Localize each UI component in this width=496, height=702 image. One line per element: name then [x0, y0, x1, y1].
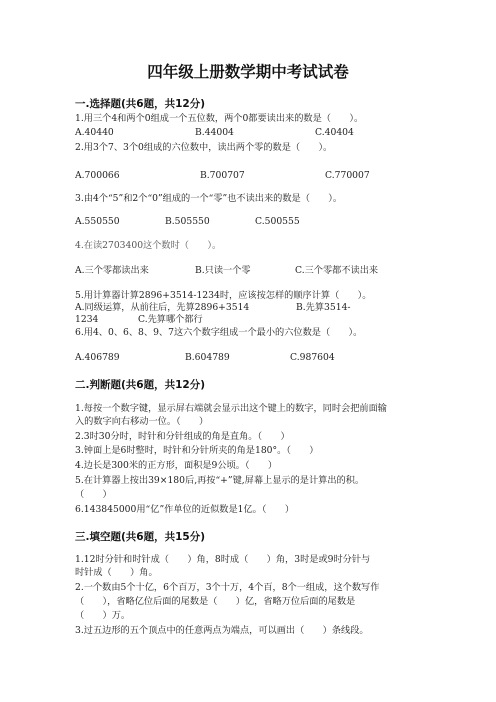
question-6-option-a: A.406789 — [75, 352, 120, 363]
question-3-option-a: A.550550 — [75, 216, 120, 227]
question-5-option-c: C.先算哪个都行 — [138, 314, 203, 325]
question-2-option-c: C.770007 — [325, 170, 370, 181]
question-5-option-b: B.先算3514- — [296, 302, 351, 313]
fill-2-line-2: （ ），省略亿位后面的尾数是（ ）亿，省略万位后面的尾数是 — [75, 596, 356, 607]
question-5-option-b-cont: 1234 — [75, 314, 99, 325]
question-1-stem: 1.用三个4和两个0组成一个五位数，两个0都要读出来的数是（ ）。 — [75, 113, 364, 124]
judge-4: 4.边长是300米的正方形，面积是9公顷。（ ） — [75, 460, 278, 471]
fill-3: 3.过五边形的五个顶点中的任意两点为端点，可以画出（ ）条线段。 — [75, 625, 369, 636]
fill-1-line-2: 时针成（ ）角。 — [75, 567, 158, 578]
question-3-option-b: B.505550 — [165, 216, 210, 227]
question-4-option-a: A.三个零都读出来 — [75, 265, 149, 276]
fill-1-line-1: 1.12时分针和时针成（ ）角，8时成（ ）角，3时是或9时分针与 — [75, 554, 371, 565]
question-6-stem: 6.用4、0、6、8、9、7这六个数字组成一个最小的六位数是（ ）。 — [75, 327, 363, 338]
section-heading-choice: 一.选择题(共6题，共12分) — [75, 98, 206, 110]
question-2-stem: 2.用3个7、3个0组成的六位数中，读出两个零的数是（ ）。 — [75, 142, 333, 153]
question-1-option-c: C.40404 — [315, 127, 354, 138]
question-3-option-c: C.500555 — [255, 216, 300, 227]
judge-5-line-1: 5.在计算器上按出39×180后,再按“+”键,屏幕上显示的是计算出的积。 — [75, 475, 365, 486]
judge-6: 6.143845000用“亿”作单位的近似数是1亿。（ ） — [75, 504, 295, 515]
question-5-stem: 5.用计算器计算2896+3514-1234时，应该按怎样的顺序计算（ ）。 — [75, 290, 372, 301]
question-1-option-a: A.40440 — [75, 127, 114, 138]
fill-2-line-3: （ ）万。 — [75, 610, 131, 621]
question-2-option-a: A.700066 — [75, 170, 120, 181]
question-4-option-b: B.只读一个零 — [195, 265, 251, 276]
fill-2-line-1: 2.一个数由5个十亿，6个百万，3个十万，4个百，8个一组成，这个数写作 — [75, 582, 380, 593]
question-5-option-a: A.同级运算，从前往后，先算2896+3514 — [75, 302, 250, 313]
question-6-option-c: C.987604 — [290, 352, 335, 363]
judge-3: 3.钟面上是6时整时，时针和分针所夹的角是180°。（ ） — [75, 445, 319, 456]
question-2-option-b: B.700707 — [200, 170, 245, 181]
judge-5-line-2: （ ） — [75, 489, 112, 500]
question-3-stem: 3.由4个“5”和2个“0”组成的一个“零”也不读出来的数是（ ）。 — [75, 193, 343, 204]
section-heading-fill: 三.填空题(共6题，共15分) — [75, 531, 206, 543]
question-4-stem: 4.在读2703400这个数时（ ）。 — [75, 240, 222, 251]
page-title: 四年级上册数学期中考试试卷 — [147, 63, 349, 81]
judge-1-line-1: 1.每按一个数字键，显示屏右端就会显示出这个键上的数字，同时会把前面输 — [75, 403, 387, 414]
judge-1-line-2: 入的数字向右移动一位。（ ） — [75, 416, 209, 427]
question-4-option-c: C.三个零都不读出来 — [295, 265, 379, 276]
question-1-option-b: B.44004 — [195, 127, 234, 138]
section-heading-judge: 二.判断题(共6题，共12分) — [75, 379, 206, 391]
judge-2: 2.3时30分时，时针和分针组成的角是直角。（ ） — [75, 431, 290, 442]
question-6-option-b: B.604789 — [185, 352, 230, 363]
